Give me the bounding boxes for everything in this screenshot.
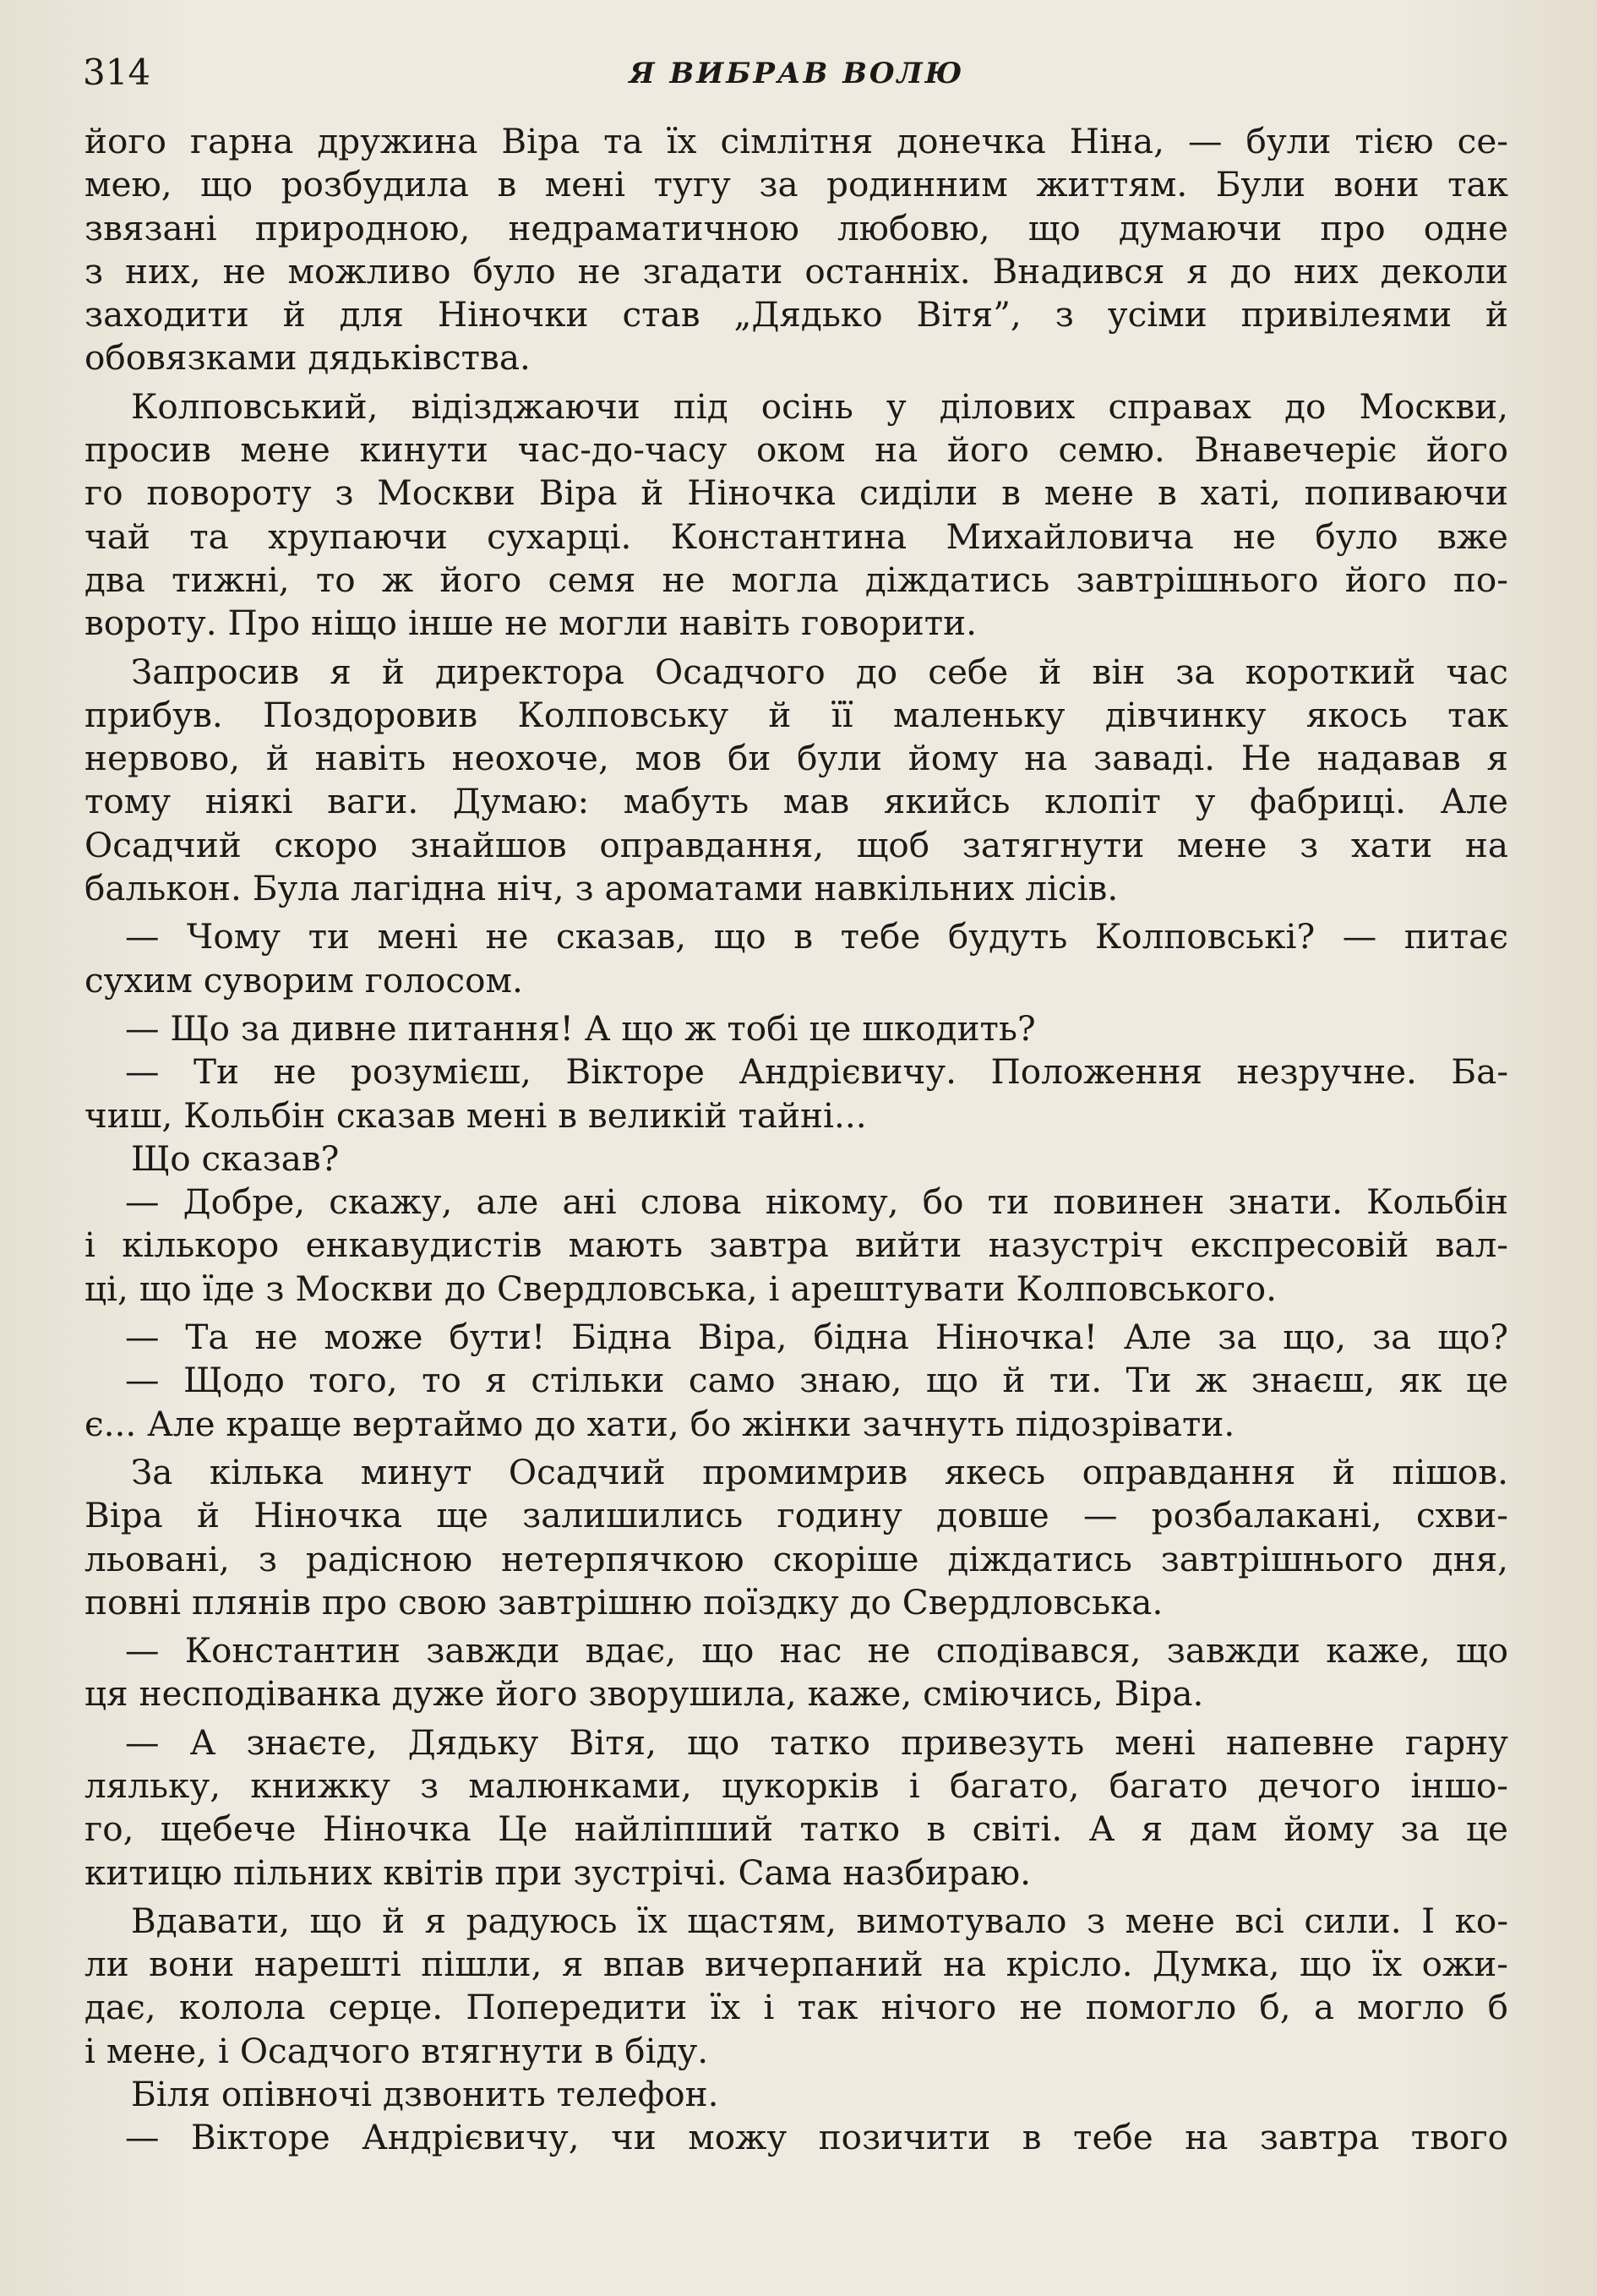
text-line: вороту. Про ніщо інше не могли навіть говорити. — [84, 603, 978, 644]
text-line: — Чому ти мені не сказав, що в тебе будуть Колповські? — питає — [125, 916, 1508, 957]
text-line: ли вони нарешті пішли, я впав вичерпаний на крісло. Думка, що їх ожи- — [84, 1944, 1508, 1985]
running-head — [83, 49, 1511, 108]
text-line: його гарна дружина Віра та їх сімлітня донечка Ніна, — були тією се- — [84, 121, 1508, 161]
text-line: Осадчий скоро знайшов оправдання, щоб затягнути мене з хати на — [84, 824, 1508, 865]
text-line: два тижні, то ж його семя не могла діждатись завтрішнього його по- — [84, 559, 1508, 600]
text-line: і кількоро енкавудистів мають завтра вийти назустріч експресовій вал- — [84, 1224, 1508, 1266]
text-line: є... Але краще вертаймо до хати, бо жінки зачнуть підозрівати. — [84, 1403, 1235, 1444]
text-line: Запросив я й директора Осадчого до себе й він за короткий час — [131, 651, 1508, 692]
text-line: Вдавати, що й я радуюсь їх щастям, вимотувало з мене всі сили. І ко- — [131, 1900, 1508, 1941]
text-line: дає, колола серце. Попередити їх і так нічого не помогло б, а могло б — [84, 1987, 1508, 2028]
page-number: 314 — [83, 52, 151, 93]
text-line: повні плянів про свою завтрішню поїздку до Свердловська. — [84, 1581, 1164, 1622]
text-line: звязані природною, недраматичною любовю, що думаючи про одне — [84, 207, 1508, 248]
text-line: чиш, Кольбін сказав мені в великій тайні... — [84, 1094, 867, 1136]
text-line: балькон. Була лагідна ніч, з ароматами навкільних лісів. — [84, 868, 1119, 909]
text-line: чай та хрупаючи сухарці. Константина Михайловича не було вже — [84, 515, 1508, 557]
text-line: з них, не можливо було не згадати останніх. Внадився я до них деколи — [84, 250, 1508, 292]
text-line: мею, що розбудила в мені тугу за родинним життям. Були вони так — [84, 164, 1508, 205]
text-line: нервово, й навіть неохоче, мов би були йому на заваді. Не надавав я — [84, 738, 1508, 779]
text-line: прибув. Поздоровив Колповську й її маленьку дівчинку якось так — [84, 694, 1508, 735]
text-line: го повороту з Москви Віра й Ніночка сиділи в мене в хаті, попиваючи — [84, 472, 1508, 514]
text-line: ця несподіванка дуже його зворушила, каже, сміючись, Віра. — [84, 1673, 1204, 1715]
text-line: Віра й Ніночка ще залишились годину довше — розбалакані, схви- — [84, 1495, 1508, 1536]
text-line: льовані, з радісною нетерпячкою скоріше діждатись завтрішнього дня, — [84, 1538, 1508, 1579]
text-line: — Вікторе Андрієвичу, чи можу позичити в тебе на завтра твого — [125, 2117, 1508, 2158]
text-line: го, щебече Ніночка Це найліпший татко в світі. А я дам йому за це — [84, 1808, 1508, 1850]
text-line: — Що за дивне питання! А що ж тобі це шкодить? — [125, 1007, 1036, 1049]
text-line: обовязками дядьківства. — [84, 337, 531, 379]
text-line: — Ти не розумієш, Вікторе Андрієвичу. Положення незручне. Ба- — [125, 1051, 1508, 1093]
text-line: — Та не може бути! Бідна Віра, бідна Ніночка! Але за що, за що? — [125, 1317, 1508, 1358]
body-text — [84, 120, 1508, 2160]
text-line: Біля опівночі дзвонить телефон. — [131, 2074, 719, 2115]
text-line: і мене, і Осадчого втягнути в біду. — [84, 2030, 709, 2071]
text-line: ці, що їде з Москви до Свердловська, і арештувати Колповського. — [84, 1268, 1278, 1309]
text-line: За кілька минут Осадчий промимрив якесь оправдання й пішов. — [131, 1451, 1508, 1492]
running-title: Я ВИБРАВ ВОЛЮ — [629, 57, 965, 90]
text-line: Колповський, відізджаючи під осінь у ділових справах до Москви, — [131, 385, 1508, 427]
text-line: просив мене кинути час-до-часу оком на його семю. Внавечеріє його — [84, 429, 1508, 471]
text-line: китицю пільних квітів при зустрічі. Сама назбираю. — [84, 1852, 1032, 1893]
text-line: — Добре, скажу, але ані слова нікому, бо ти повинен знати. Кольбін — [125, 1181, 1508, 1223]
text-line: тому ніякі ваги. Думаю: мабуть мав якийсь клопіт у фабриці. Але — [84, 781, 1508, 822]
text-line: — Константин завжди вдає, що нас не сподівався, завжди каже, що — [125, 1630, 1508, 1672]
text-line: Що сказав? — [131, 1137, 340, 1179]
text-line: сухим суворим голосом. — [84, 959, 523, 1001]
text-line: — А знаєте, Дядьку Вітя, що татко привезуть мені напевне гарну — [125, 1721, 1508, 1763]
text-line: заходити й для Ніночки став „Дядько Вітя”, з усіми привілеями й — [84, 294, 1508, 335]
text-line: ляльку, книжку з малюнками, цукорків і багато, багато дечого іншо- — [84, 1764, 1508, 1806]
text-line: — Щодо того, то я стільки само знаю, що й ти. Ти ж знаєш, як це — [125, 1360, 1508, 1401]
